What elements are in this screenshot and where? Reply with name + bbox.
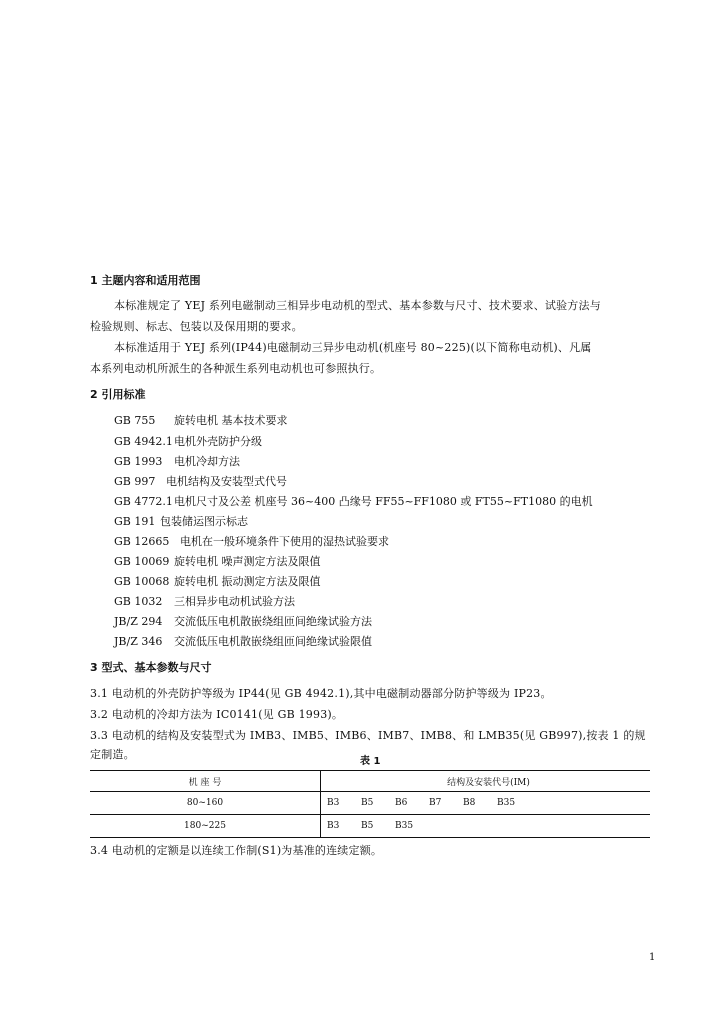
table-1 bbox=[90, 770, 650, 838]
section-1-paragraph-1-line-2: 检验规则、标志、包装以及保用期的要求。 bbox=[90, 320, 303, 333]
reference-code: GB 1993 bbox=[114, 455, 163, 468]
reference-title: 旋转电机 基本技术要求 bbox=[174, 414, 288, 427]
reference-item bbox=[114, 493, 593, 509]
reference-code: JB/Z 294 bbox=[114, 615, 163, 628]
reference-title: 旋转电机 噪声测定方法及限值 bbox=[174, 555, 321, 568]
code-cell: B35 bbox=[395, 821, 414, 831]
reference-item bbox=[114, 513, 248, 529]
section-3-heading: 3 型式、基本参数与尺寸 bbox=[90, 661, 212, 674]
code-cell: B3 bbox=[327, 821, 340, 831]
reference-title: 电机冷却方法 bbox=[174, 455, 240, 468]
section-2-heading: 2 引用标准 bbox=[90, 388, 146, 401]
reference-item bbox=[114, 573, 321, 589]
reference-code: JB/Z 346 bbox=[114, 635, 163, 648]
reference-code: GB 10069 bbox=[114, 555, 170, 568]
reference-code: GB 997 bbox=[114, 475, 156, 488]
header-mounting-codes: 结构及安装代号(IM) bbox=[321, 771, 651, 792]
reference-title: 电机尺寸及公差 机座号 36~400 凸缘号 FF55~FF1080 或 FT55~FT1080 的电机 bbox=[174, 495, 593, 508]
reference-code: GB 12665 bbox=[114, 535, 170, 548]
code-cell: B5 bbox=[361, 821, 374, 831]
reference-title: 包装储运图示标志 bbox=[160, 515, 248, 528]
reference-item bbox=[114, 473, 287, 489]
clause-3-3-line-1: 3.3 电动机的结构及安装型式为 IMB3、IMB5、IMB6、IMB7、IMB8、和 LMB35(见 GB997),按表 1 的规 bbox=[90, 729, 646, 742]
clause-3-4: 3.4 电动机的定额是以连续工作制(S1)为基准的连续定额。 bbox=[90, 844, 383, 857]
reference-item bbox=[114, 533, 389, 549]
codes-cell bbox=[321, 792, 651, 815]
page-number: 1 bbox=[649, 952, 656, 963]
clause-3-1: 3.1 电动机的外壳防护等级为 IP44(见 GB 4942.1),其中电磁制动器部分防护等级为 IP23。 bbox=[90, 687, 552, 700]
code-cell: B7 bbox=[429, 798, 442, 808]
reference-code: GB 1032 bbox=[114, 595, 163, 608]
reference-item bbox=[114, 593, 295, 609]
section-1-paragraph-2-line-2: 本系列电动机所派生的各种派生系列电动机也可参照执行。 bbox=[90, 362, 382, 375]
table-header-row bbox=[90, 771, 650, 792]
reference-item bbox=[114, 633, 372, 649]
reference-item bbox=[114, 433, 262, 449]
section-1-paragraph-1-line-1: 本标准规定了 YEJ 系列电磁制动三相异步电动机的型式、基本参数与尺寸、技术要求、试验方法与 bbox=[114, 299, 601, 312]
code-cell: B5 bbox=[361, 798, 374, 808]
reference-code: GB 191 bbox=[114, 515, 156, 528]
table-row bbox=[90, 815, 650, 838]
reference-title: 旋转电机 振动测定方法及限值 bbox=[174, 575, 321, 588]
reference-item bbox=[114, 453, 240, 469]
reference-code: GB 755 bbox=[114, 414, 156, 427]
reference-title: 三相异步电动机试验方法 bbox=[174, 595, 295, 608]
reference-title: 电机在一般环境条件下使用的湿热试验要求 bbox=[180, 535, 389, 548]
clause-3-3-line-2: 定制造。 bbox=[90, 748, 135, 761]
reference-title: 电机结构及安装型式代号 bbox=[166, 475, 287, 488]
codes-cell bbox=[321, 815, 651, 838]
code-cell: B6 bbox=[395, 798, 408, 808]
code-cell: B35 bbox=[497, 798, 516, 808]
reference-item bbox=[114, 613, 372, 629]
code-cell: B3 bbox=[327, 798, 340, 808]
section-1-heading: 1 主题内容和适用范围 bbox=[90, 274, 201, 287]
table-caption: 表 1 bbox=[360, 756, 381, 767]
reference-code: GB 4942.1 bbox=[114, 435, 173, 448]
reference-item bbox=[114, 412, 288, 428]
header-frame-number: 机 座 号 bbox=[90, 771, 321, 792]
code-cell: B8 bbox=[463, 798, 476, 808]
table-row bbox=[90, 792, 650, 815]
reference-code: GB 10068 bbox=[114, 575, 170, 588]
reference-item bbox=[114, 553, 321, 569]
reference-code: GB 4772.1 bbox=[114, 495, 173, 508]
reference-title: 交流低压电机散嵌绕组匝间绝缘试验限值 bbox=[174, 635, 372, 648]
clause-3-2: 3.2 电动机的冷却方法为 IC0141(见 GB 1993)。 bbox=[90, 708, 344, 721]
section-1-paragraph-2-line-1: 本标准适用于 YEJ 系列(IP44)电磁制动三异步电动机(机座号 80~225)(以下简称电动机)、凡属 bbox=[114, 341, 592, 354]
reference-title: 交流低压电机散嵌绕组匝间绝缘试验方法 bbox=[174, 615, 372, 628]
frame-cell: 80~160 bbox=[90, 792, 321, 815]
reference-title: 电机外壳防护分级 bbox=[174, 435, 262, 448]
frame-cell: 180~225 bbox=[90, 815, 321, 838]
